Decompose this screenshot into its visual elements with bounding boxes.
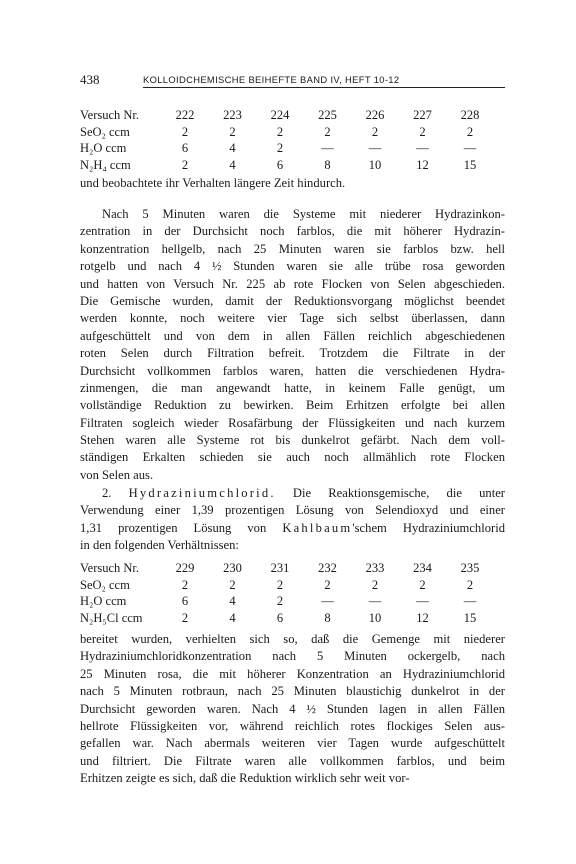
table-cell: 224 bbox=[270, 108, 290, 122]
text-line: hellrote Flüssigkeiten vor, während reichlich rotes flockiges Selen aus- bbox=[80, 718, 505, 733]
table-cell: 2 bbox=[324, 577, 331, 592]
table-cell: 235 bbox=[460, 561, 480, 575]
table-cell: — bbox=[416, 141, 429, 155]
table-cell: 4 bbox=[229, 610, 236, 625]
text-line: werden konnte, noch weitere vier Tage sich selbst überlassen, dann bbox=[80, 311, 505, 326]
text-line: Durchsicht geworden waren. Nach 4 ½ Stunden lagen in allen Fällen bbox=[80, 701, 505, 716]
text-line: gefallen war. Nach abermals weiteren vier Tagen wurde aufgeschüttelt bbox=[80, 736, 505, 751]
running-head: KOLLOIDCHEMISCHE BEIHEFTE BAND IV, HEFT 10-12 bbox=[143, 74, 400, 85]
text-line: Durchsicht vollkommen farblos waren, hatten die verschiedenen Hydra- bbox=[80, 363, 505, 378]
table-cell: 15 bbox=[463, 610, 477, 625]
table-cell: 4 bbox=[229, 594, 236, 608]
row-label: SeO₂ ccm bbox=[80, 124, 130, 139]
table-cell: 2 bbox=[276, 577, 284, 592]
table-cell: 15 bbox=[463, 157, 477, 172]
section-title: Hydraziniumchlorid. bbox=[128, 486, 276, 500]
table-cell: 6 bbox=[276, 610, 284, 625]
table-cell: — bbox=[416, 594, 429, 608]
table-cell: 4 bbox=[229, 141, 236, 155]
table-cell: 231 bbox=[270, 561, 290, 575]
text-line: und hatten von Versuch Nr. 225 ab rote Flocken von Selen abgeschieden. bbox=[80, 276, 505, 291]
text-line: Hydraziniumchloridkonzentration nach 5 Minuten ockergelb, nach bbox=[80, 649, 505, 664]
table-cell: 2 bbox=[276, 141, 284, 155]
text-line: zentration in der Durchsicht noch farblos, die mit höherer Hydrazin- bbox=[80, 224, 505, 239]
header-rule bbox=[143, 87, 505, 88]
row-label: H₂O ccm bbox=[80, 141, 127, 155]
table-cell: — bbox=[463, 141, 477, 155]
table-cell: — bbox=[463, 594, 477, 608]
table-cell: 234 bbox=[413, 561, 432, 575]
table-cell: 2 bbox=[181, 157, 189, 172]
table-cell: — bbox=[368, 141, 382, 155]
table-cell: 2 bbox=[371, 577, 379, 592]
table-cell: 2 bbox=[466, 124, 474, 139]
table-cell: 10 bbox=[368, 157, 382, 172]
text-line: Nach 5 Minuten waren die Systeme mit niederer Hydrazinkon- bbox=[102, 207, 505, 221]
text-line: vollständige Reduktion zu bewirken. Beim Erhitzen erfolgte bei allen bbox=[80, 398, 505, 413]
table-cell: 2 bbox=[466, 577, 474, 592]
table-cell: 8 bbox=[324, 157, 331, 172]
table-cell: 8 bbox=[324, 610, 331, 625]
table-cell: 225 bbox=[318, 108, 337, 122]
table-cell: — bbox=[321, 594, 334, 608]
table1-followup: und beobachtete ihr Verhalten längere Zeit hindurch. bbox=[80, 176, 346, 190]
table-cell: 2 bbox=[276, 124, 284, 139]
table-cell: 230 bbox=[223, 561, 242, 575]
page-number: 438 bbox=[80, 72, 100, 87]
text-line: und filtriert. Die Filtrate waren alle vollkommen farblos, und beim bbox=[80, 753, 505, 768]
table-cell: 2 bbox=[229, 124, 236, 139]
text-line: rotgelb und nach 4 ½ Stunden waren sie alle trübe rosa geworden bbox=[80, 259, 505, 274]
row-label: H₂O ccm bbox=[80, 594, 127, 608]
text-line: bereitet wurden, verhielten sich so, daß die Gemenge mit niederer bbox=[80, 632, 505, 646]
section-number: 2. bbox=[102, 486, 112, 500]
table-cell: 232 bbox=[318, 561, 337, 575]
table-cell: 6 bbox=[276, 157, 284, 172]
table-cell: — bbox=[321, 141, 334, 155]
text-line: Erhitzen zeigte es sich, daß die Reduktion wirklich sehr weit vor- bbox=[80, 771, 410, 786]
table-cell: 12 bbox=[416, 610, 429, 625]
table-cell: 2 bbox=[371, 124, 379, 139]
page-header bbox=[80, 72, 505, 88]
table-cell: 2 bbox=[324, 124, 331, 139]
text-line: ständigen Erkalten schieden sie auch noch allmählich rote Flocken bbox=[80, 450, 505, 465]
row-label: N₂H₅Cl ccm bbox=[80, 610, 143, 625]
row-label: N₂H₄ ccm bbox=[80, 157, 131, 172]
text-line: Stehen waren alle Systeme rot bis dunkelrot gefärbt. Nach dem voll- bbox=[80, 433, 505, 448]
table-cell: 2 bbox=[419, 577, 426, 592]
table-cell: 233 bbox=[365, 561, 385, 575]
table-cell: 4 bbox=[229, 157, 236, 172]
table-cell: — bbox=[368, 594, 382, 608]
paragraph-2 bbox=[80, 631, 505, 788]
text-line: Filtraten sogleich wieder Rosafärbung der Flüssigkeiten und nach kurzem bbox=[80, 415, 505, 430]
author-name: Kahlbaum bbox=[282, 520, 353, 535]
table-cell: 227 bbox=[413, 108, 432, 122]
text-line: von Selen aus. bbox=[80, 467, 154, 482]
text-line: 25 Minuten rosa, die mit höherer Konzentration an Hydraziniumchlorid bbox=[80, 666, 505, 681]
table-cell: 10 bbox=[368, 610, 382, 625]
table-cell: 228 bbox=[460, 108, 480, 122]
table-cell: 2 bbox=[276, 594, 284, 608]
text-line: zinmengen, die man angewandt hatte, in keinem Falle genügt, um bbox=[80, 380, 505, 395]
text-line: roten Selen durch Filtration befreit. Trotzdem die Filtrate in der bbox=[80, 346, 505, 361]
table-cell: 226 bbox=[365, 108, 385, 122]
table-cell: 229 bbox=[175, 561, 195, 575]
table-cell: 222 bbox=[175, 108, 195, 122]
text-line: nach 5 Minuten rotbraun, nach 25 Minuten blaustichig dunkelrot in der bbox=[80, 684, 505, 699]
row-label: Versuch Nr. bbox=[80, 108, 140, 122]
row-label: Versuch Nr. bbox=[80, 561, 140, 575]
table-cell: 2 bbox=[181, 577, 189, 592]
table-cell: 6 bbox=[181, 141, 189, 155]
table-cell: 2 bbox=[229, 577, 236, 592]
table-cell: 6 bbox=[181, 594, 189, 608]
row-label: SeO₂ ccm bbox=[80, 577, 130, 592]
table-cell: 2 bbox=[419, 124, 426, 139]
table-cell: 2 bbox=[181, 610, 189, 625]
text-line: Die Gemische wurden, damit der Reduktionsvorgang möglichst beendet bbox=[80, 293, 505, 308]
section-2-intro: 2. Hydraziniumchlorid. Die Reaktionsgemische, die unter Verwendung einer 1,39 prozentigen Lösung von Selendioxyd und einer 1,31 prozentigen Lösung von Kahlbaum'schem Hydraziniumchlorid in den folgenden Verhältnissen: bbox=[80, 486, 505, 553]
table-cell: 2 bbox=[181, 124, 189, 139]
paragraph-1 bbox=[80, 206, 505, 484]
table-cell: 12 bbox=[416, 157, 429, 172]
text-line: konzentration hellgelb, nach 25 Minuten waren sie farblos bzw. hell bbox=[80, 241, 505, 256]
text-line: aufgeschüttelt und von dem in allen Fällen reichlich abgeschiedenen bbox=[80, 328, 505, 343]
table-cell: 223 bbox=[223, 108, 242, 122]
